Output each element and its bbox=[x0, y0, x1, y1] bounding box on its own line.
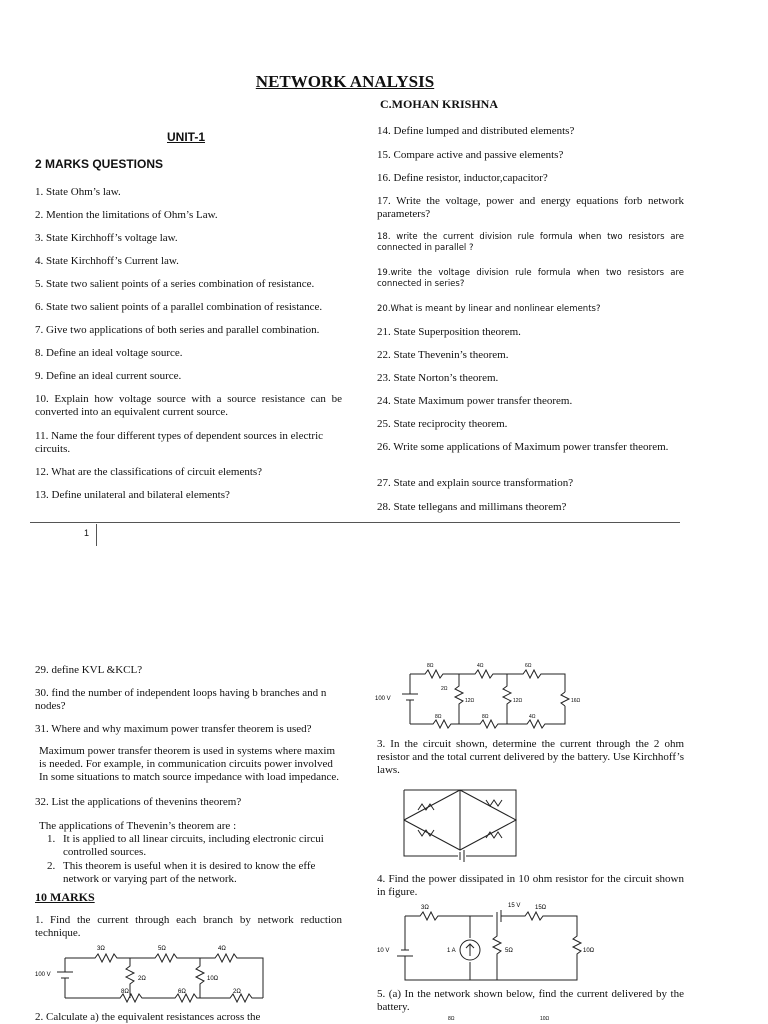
question-15: 15. Compare active and passive elements? bbox=[377, 149, 564, 161]
question-19: 19.write the voltage division rule formula when two resistors are connected in series? bbox=[377, 268, 684, 290]
circuit3-resistor-label: 6Ω bbox=[525, 663, 532, 669]
long-question-2: 2. Calculate a) the equivalent resistances across the bbox=[35, 1011, 261, 1023]
circuit3-resistor-label: 2Ω bbox=[441, 686, 448, 692]
question-3: 3. State Kirchhoff’s voltage law. bbox=[35, 232, 178, 244]
list-number: 1. bbox=[47, 833, 56, 846]
question-25: 25. State reciprocity theorem. bbox=[377, 418, 508, 430]
answer-32-item bbox=[39, 833, 361, 859]
circuit1-resistor-label: 6Ω bbox=[178, 989, 186, 995]
long-question-1: 1. Find the current through each branch by network reduction technique. bbox=[35, 914, 342, 939]
section-heading-10-marks: 10 MARKS bbox=[35, 890, 95, 904]
circuit-diagram-3a bbox=[375, 660, 585, 735]
list-text: This theorem is useful when it is desired to know the effe bbox=[63, 859, 316, 872]
answer-32-intro: The applications of Thevenin’s theorem are : bbox=[39, 820, 237, 832]
long-question-4: 4. Find the power dissipated in 10 ohm resistor for the circuit shown in figure. bbox=[377, 873, 684, 898]
circuit3-resistor-label: 4Ω bbox=[477, 663, 484, 669]
question-29: 29. define KVL &KCL? bbox=[35, 664, 143, 676]
question-28: 28. State tellegans and millimans theorem? bbox=[377, 501, 567, 513]
question-1: 1. State Ohm’s law. bbox=[35, 186, 121, 198]
question-26: 26. Write some applications of Maximum power transfer theorem. bbox=[377, 441, 669, 453]
question-10: 10. Explain how voltage source with a source resistance can be converted into an equivalent current source. bbox=[35, 393, 342, 418]
question-30: 30. find the number of independent loops having b branches and n nodes? bbox=[35, 687, 327, 712]
circuit5-resistor-label: 10Ω bbox=[540, 1016, 550, 1022]
circuit4-source-label: 10 V bbox=[377, 948, 390, 954]
circuit5-resistor-label: 8Ω bbox=[448, 1016, 455, 1022]
question-31: 31. Where and why maximum power transfer theorem is used? bbox=[35, 723, 312, 735]
question-9: 9. Define an ideal current source. bbox=[35, 370, 182, 382]
long-question-3: 3. In the circuit shown, determine the current through the 2 ohm resistor and the total current delivered by the battery. Use Kirchhoff’s laws. bbox=[377, 738, 684, 776]
question-11: 11. Name the four different types of dependent sources in electric circuits. bbox=[35, 430, 324, 455]
question-5: 5. State two salient points of a series combination of resistance. bbox=[35, 278, 315, 290]
question-6: 6. State two salient points of a parallel combination of resistance. bbox=[35, 301, 323, 313]
circuit4-resistor-label: 3Ω bbox=[421, 905, 429, 911]
circuit3-source-label: 100 V bbox=[375, 696, 391, 702]
circuit1-resistor-label: 3Ω bbox=[97, 946, 105, 952]
page-number: 1 bbox=[84, 528, 90, 538]
question-32: 32. List the applications of thevenins theorem? bbox=[35, 796, 242, 808]
circuit-diagram-3b bbox=[400, 780, 520, 865]
question-4: 4. State Kirchhoff’s Current law. bbox=[35, 255, 179, 267]
circuit3-resistor-label: 12Ω bbox=[465, 698, 475, 704]
circuit4-source-label: 15 V bbox=[508, 903, 521, 909]
section-heading-2-marks: 2 MARKS QUESTIONS bbox=[35, 157, 164, 171]
answer-32-item bbox=[39, 860, 361, 886]
question-20: 20.What is meant by linear and nonlinear elements? bbox=[377, 304, 601, 314]
long-question-5: 5. (a) In the network shown below, find the current delivered by the battery. bbox=[377, 988, 684, 1013]
question-18: 18. write the current division rule formula when two resistors are connected in parallel ? bbox=[377, 232, 684, 254]
circuit3-resistor-label: 12Ω bbox=[513, 698, 523, 704]
circuit1-resistor-label: 8Ω bbox=[121, 989, 129, 995]
list-text: network or varying part of the network. bbox=[63, 872, 237, 885]
circuit3-resistor-label: 8Ω bbox=[482, 714, 489, 720]
circuit1-resistor-label: 5Ω bbox=[158, 946, 166, 952]
question-23: 23. State Norton’s theorem. bbox=[377, 372, 499, 384]
list-number: 2. bbox=[47, 859, 56, 872]
question-2: 2. Mention the limitations of Ohm’s Law. bbox=[35, 209, 218, 221]
question-21: 21. State Superposition theorem. bbox=[377, 326, 521, 338]
circuit3-resistor-label: 16Ω bbox=[571, 698, 581, 704]
answer-31-line: In some situations to match source impedance with load impedance. bbox=[39, 771, 339, 784]
circuit-diagram-4 bbox=[375, 900, 605, 988]
document-title: NETWORK ANALYSIS bbox=[255, 72, 435, 91]
answer-32 bbox=[39, 820, 361, 886]
question-17: 17. Write the voltage, power and energy equations forb network parameters? bbox=[377, 195, 684, 220]
circuit4-resistor-label: 15Ω bbox=[535, 905, 547, 911]
circuit4-current-label: 1 A bbox=[447, 948, 456, 954]
circuit4-resistor-label: 10Ω bbox=[583, 948, 595, 954]
circuit1-resistor-label: 2Ω bbox=[138, 976, 146, 982]
footer-divider bbox=[96, 524, 97, 546]
question-13: 13. Define unilateral and bilateral elements? bbox=[35, 489, 230, 501]
circuit4-resistor-label: 5Ω bbox=[505, 948, 513, 954]
question-8: 8. Define an ideal voltage source. bbox=[35, 347, 183, 359]
circuit1-resistor-label: 4Ω bbox=[218, 946, 226, 952]
question-27: 27. State and explain source transformation? bbox=[377, 477, 574, 489]
answer-32-list bbox=[39, 833, 361, 886]
question-7: 7. Give two applications of both series and parallel combination. bbox=[35, 324, 320, 336]
circuit-diagram-5 bbox=[430, 1013, 580, 1024]
circuit3-resistor-label: 8Ω bbox=[427, 663, 434, 669]
author-name: C.MOHAN KRISHNA bbox=[380, 97, 499, 111]
circuit1-resistor-label: 2Ω bbox=[233, 989, 241, 995]
circuit3-resistor-label: 8Ω bbox=[435, 714, 442, 720]
list-text: It is applied to all linear circuits, including electronic circui bbox=[63, 833, 324, 846]
answer-31-line: is needed. For example, in communication circuits power involved bbox=[39, 758, 333, 771]
question-24: 24. State Maximum power transfer theorem. bbox=[377, 395, 573, 407]
answer-31 bbox=[39, 745, 361, 785]
circuit1-source-label: 100 V bbox=[35, 972, 51, 978]
question-14: 14. Define lumped and distributed elements? bbox=[377, 125, 575, 137]
question-16: 16. Define resistor, inductor,capacitor? bbox=[377, 172, 548, 184]
circuit3-resistor-label: 4Ω bbox=[529, 714, 536, 720]
circuit-diagram-1 bbox=[35, 940, 275, 1010]
question-22: 22. State Thevenin’s theorem. bbox=[377, 349, 509, 361]
circuit1-resistor-label: 10Ω bbox=[207, 976, 219, 982]
unit-heading: UNIT-1 bbox=[167, 130, 206, 144]
list-text: controlled sources. bbox=[63, 846, 147, 859]
question-12: 12. What are the classifications of circuit elements? bbox=[35, 466, 263, 478]
answer-31-line: Maximum power transfer theorem is used in systems where maxim bbox=[39, 745, 336, 757]
footer-rule bbox=[30, 522, 680, 523]
